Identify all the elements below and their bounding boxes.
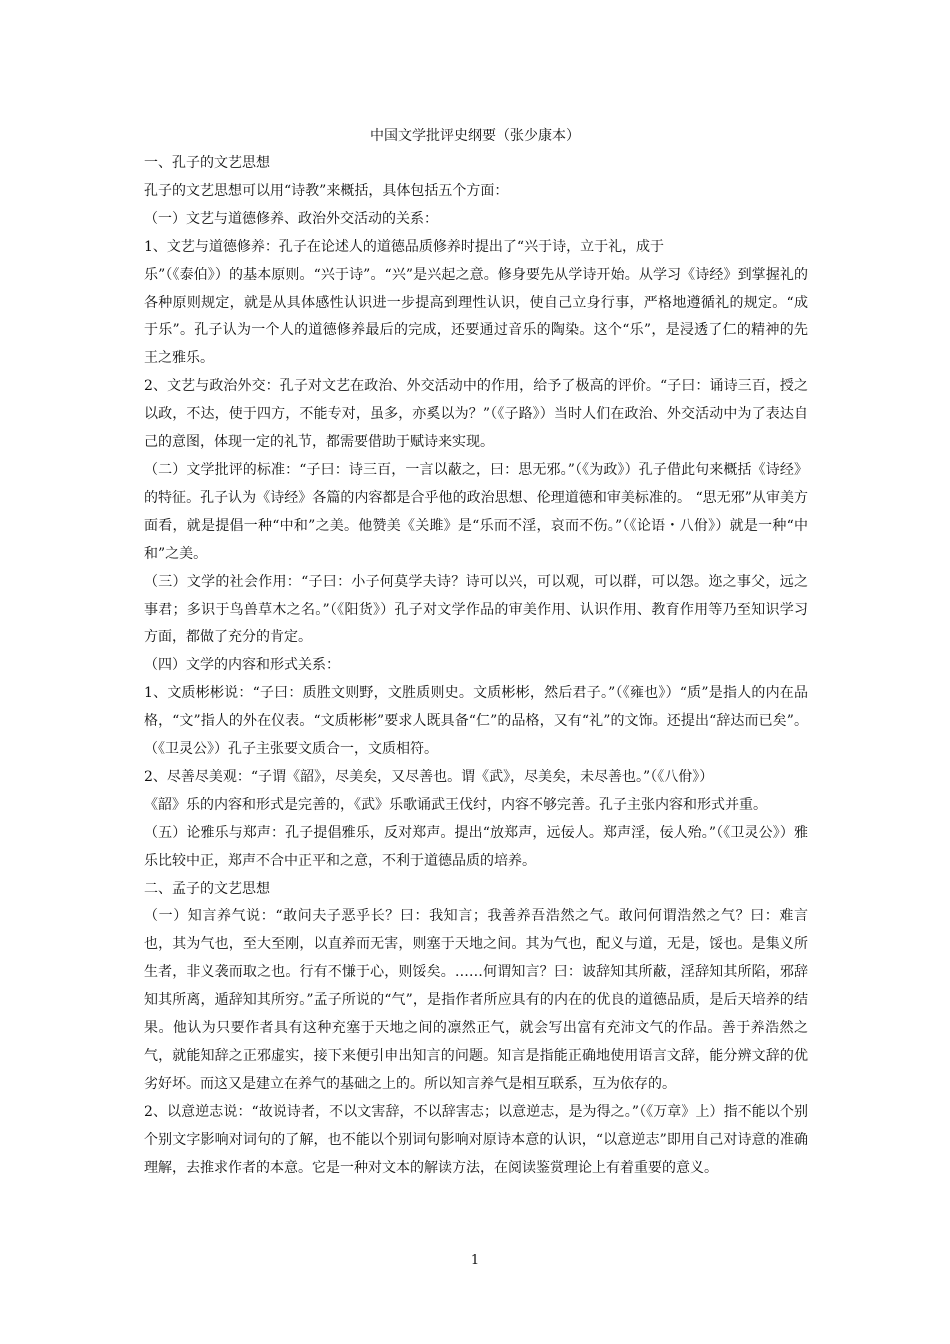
paragraph: （二）文学批评的标准：“子曰：诗三百，一言以蔽之，曰：思无邪。”（《为政》）孔子借此句来概括《诗经》的特征。孔子认为《诗经》各篇的内容都是合乎他的政治思想、伦理道德和审美标准的。 “思无邪”从审美方面看，就是提倡一种“中和”之美。他赞美《关雎》是“乐而不淫，哀而不伤。”（《论语・八佾》）就是一种“中和”之美。 (144, 461, 808, 562)
paragraph: 《韶》乐的内容和形式是完善的，《武》乐歌诵武王伐纣，内容不够完善。孔子主张内容和形式并重。 (144, 796, 767, 813)
document-title: 中国文学批评史纲要（张少康本） (370, 128, 580, 144)
paragraph: 乐”（《泰伯》）的基本原则。“兴于诗”。“兴”是兴起之意。修身要先从学诗开始。从学习《诗经》到掌握礼的各种原则规定，就是从具体感性认识进一步提高到理性认识，使自己立身行事，严格地遵循礼的规定。“成于乐”。孔子认为一个人的道德修养最后的完成，还要通过音乐的陶染。这个“乐”，是浸透了仁的精神的先王之雅乐。 (144, 266, 808, 367)
paragraph: 孔子的文艺思想可以用“诗教”来概括，具体包括五个方面： (144, 182, 509, 199)
paragraph: （一）知言养气说：“敢问夫子恶乎长？曰：我知言；我善养吾浩然之气。敢问何谓浩然之气？曰：难言也，其为气也，至大至刚，以直养而无害，则塞于天地之间。其为气也，配义与道，无是，馁也。是集义所生者，非义袭而取之也。行有不慊于心，则馁矣。……何谓知言？曰：诐辞知其所蔽，淫辞知其所陷，邪辞知其所离，遁辞知其所穷。”孟子所说的“气”，是指作者所应具有的内在的优良的道德品质，是后天培养的结果。他认为只要作者具有这种充塞于天地之间的凛然正气，就会写出富有充沛文气的作品。善于养浩然之气，就能知辞之正邪虚实，接下来便引申出知言的问题。知言是指能正确地使用语言文辞，能分辨文辞的优劣好坏。而这又是建立在养气的基础之上的。所以知言养气是相互联系，互为依存的。 (144, 908, 808, 1092)
paragraph: （五）论雅乐与郑声：孔子提倡雅乐，反对郑声。提出“放郑声，远佞人。郑声淫，佞人殆。”（《卫灵公》）雅乐比较中正，郑声不合中正平和之意，不利于道德品质的培养。 (144, 824, 808, 869)
subsection-heading: （四）文学的内容和形式关系： (144, 657, 340, 674)
paragraph: 2、尽善尽美观：“子谓《韶》，尽美矣，又尽善也。谓《武》，尽美矣，未尽善也。”（《八佾》） (144, 768, 714, 785)
document-body (144, 150, 808, 1183)
paragraph: 1、文质彬彬说：“子曰：质胜文则野，文胜质则史。文质彬彬，然后君子。”（《雍也》）“质”是指人的内在品格，“文”指人的外在仪表。“文质彬彬”要求人既具备“仁”的品格，又有“礼”的文饰。还提出“辞达而已矣”。（《卫灵公》）孔子主张要文质合一，文质相符。 (144, 685, 808, 758)
paragraph: 2、文艺与政治外交：孔子对文艺在政治、外交活动中的作用，给予了极高的评价。“子曰：诵诗三百，授之以政，不达，使于四方，不能专对，虽多，亦奚以为？”（《子路》）当时人们在政治、外交活动中为了表达自己的意图，体现一定的礼节，都需要借助于赋诗来实现。 (144, 378, 808, 451)
paragraph: 2、以意逆志说：“故说诗者，不以文害辞，不以辞害志；以意逆志，是为得之。”（《万章》上）指不能以个别个别文字影响对词句的了解，也不能以个别词句影响对原诗本意的认识，“以意逆志”即用自己对诗意的准确理解，去推求作者的本意。它是一种对文本的解读方法，在阅读鉴赏理论上有着重要的意义。 (144, 1103, 808, 1176)
page-number: 1 (470, 1253, 480, 1268)
section-heading: 二、孟子的文艺思想 (144, 880, 270, 897)
subsection-heading: （一）文艺与道德修养、政治外交活动的关系： (144, 210, 438, 227)
section-heading: 一、孔子的文艺思想 (144, 155, 270, 171)
paragraph: 1、文艺与道德修养：孔子在论述人的道德品质修养时提出了“兴于诗，立于礼，成于 (144, 238, 665, 255)
paragraph: （三）文学的社会作用：“子曰：小子何莫学夫诗？诗可以兴，可以观，可以群，可以怨。迩之事父，远之事君；多识于鸟兽草木之名。”（《阳货》）孔子对文学作品的审美作用、认识作用、教育作用等乃至知识学习方面，都做了充分的肯定。 (144, 573, 808, 646)
